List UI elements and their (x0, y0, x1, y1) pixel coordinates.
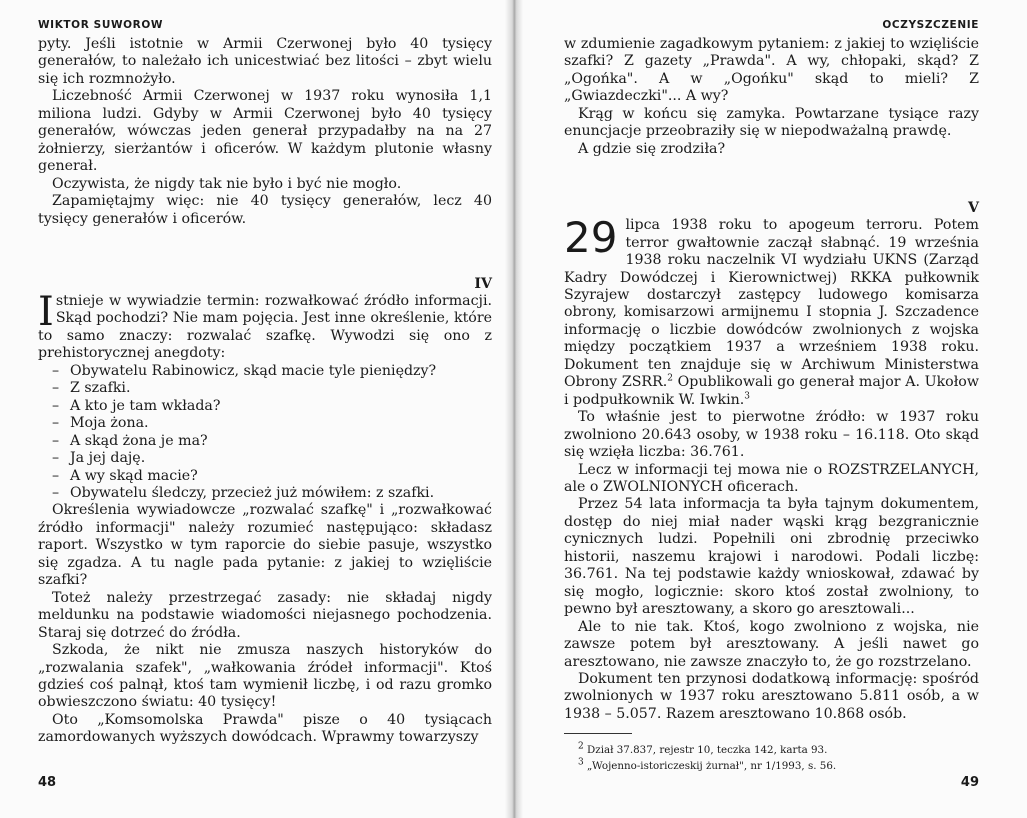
paragraph-text: stnieje w wywiadzie termin: rozwałkować źródło informacji. Skąd pochodzi? Nie mam pojęcia. Jest inne określenie, które to samo znaczy: rozwalać szafkę. Wywodzi się ono z prehistorycznej anegdoty: (38, 292, 492, 362)
footnote (564, 742, 979, 758)
paragraph: Ale to nie tak. Ktoś, kogo zwolniono z wojska, nie zawsze potem był aresztowany. A jeśli nawet go aresztowano, nie zawsze znaczyło to, że go rozstrzelano. (564, 618, 979, 670)
paragraph: Oczywista, że nigdy tak nie było i być nie mogło. (52, 175, 402, 192)
footnote-rule (564, 733, 632, 734)
paragraph: Oto „Komsomolska Prawda" pisze o 40 tysiącach zamordowanych wyższych dowódcach. Wprawmy towarzyszy (38, 711, 492, 746)
left-page-text (38, 36, 492, 747)
section-opening-paragraph (38, 288, 492, 363)
dialogue-line: – Ja jej daję. (52, 450, 492, 467)
paragraph: Przez 54 lata informacja ta była tajnym dokumentem, dostęp do niej miał nader wąski krąg bezgranicznie cynicznych ludzi. Popełnili oni zbrodnię przeciwko historii, naszemu krajowi i narodowi. Podali liczbę: 36.761. Na tej podstawie każdy wnioskował, zdawać by się mogło, logicznie: skoro ktoś został zwolniony, to pewno był aresztowany, a skoro go aresztowali... (564, 496, 979, 618)
footnote-number: 3 (578, 757, 584, 768)
page-number: 49 (960, 775, 979, 790)
paragraph-text: lipca 1938 roku to apogeum terroru. Potem terror gwałtownie zaczął słabnąć. 19 września 1938 roku naczelnik VI wydziału UKNS (Zarząd Kadry Dowódczej i Kierownictwej) RKKA pułkownik Szyrajew dostarczył zastępcy ludowego komisarza obrony, komisarzowi armijnemu I stopnia J. Szczadence informację o liczbie dowódców zwolnionych z wojska między początkiem 1937 a wrześniem 1938 roku. Dokument ten znajduje się w Archiwum Ministerstwa Obrony ZSRR. (564, 217, 979, 391)
paragraph: Toteż należy przestrzegać zasady: nie składaj nigdy meldunku na podstawie wiadomości niejasnego pochodzenia. Staraj się dotrzeć do źródła. (38, 589, 492, 641)
left-page (0, 0, 512, 818)
paragraph: Liczebność Armii Czerwonej w 1937 roku wynosiła 1,1 miliona ludzi. Gdyby w Armii Czerwonej było 40 tysięcy generałów, wówczas jeden generał przypadałby na na 27 żołnierzy, sierżantów i oficerów. W każdym plutonie własny generał. (38, 88, 492, 175)
footnote-ref: 2 (667, 373, 674, 384)
paragraph: w zdumienie zagadkowym pytaniem: z jakiej to wzięliście szafki? Z gazety „Prawda". A wy, chłopaki, skąd? Z „Ogońka". A w „Ogońku" skąd to mieli? Z „Gwiazdeczki"... A wy? (564, 36, 979, 105)
drop-cap: I (38, 288, 54, 335)
running-head-chapter: OCZYSZCZENIE (882, 19, 979, 31)
section-number: IV (474, 275, 492, 292)
paragraph: Lecz w informacji tej mowa nie o ROZSTRZELANYCH, ale o ZWOLNIONYCH oficerach. (564, 461, 979, 495)
footnote (564, 758, 979, 774)
dialogue-line: – Z szafki. (52, 380, 492, 397)
paragraph: Szkoda, że nikt nie zmusza naszych historyków do „rozwalania szafek", „wałkowania źródeł informacji". Ktoś gdzieś coś palnął, ktoś tam wymienił liczbę, i od razu gromko obwieszczono światu: 40 tysięcy! (38, 642, 492, 711)
paragraph: To właśnie jest to pierwotne źródło: w 1937 roku zwolniono 20.643 osoby, w 1938 roku – 16.118. Oto skąd się wzięła liczba: 36.761. (564, 409, 979, 461)
paragraph: Zapamiętajmy więc: nie 40 tysięcy generałów, lecz 40 tysięcy generałów i oficerów. (38, 193, 492, 227)
dialogue-line: – Obywatelu śledczy, przecież już mówiłem: z szafki. (52, 485, 492, 502)
section-number: V (967, 200, 979, 217)
footnote-text: Dział 37.837, rejestr 10, teczka 142, karta 93. (587, 744, 828, 757)
right-page (516, 0, 1027, 818)
dialogue-line: – A skąd żona je ma? (52, 433, 492, 450)
paragraph: Krąg w końcu się zamyka. Powtarzane tysiące razy enuncjacje przeobraziły się w niepodważalną prawdę. (564, 105, 979, 140)
dialogue-line: – Obywatelu Rabinowicz, skąd macie tyle pieniędzy? (52, 363, 492, 380)
footnote-text: „Wojenno-istoriczeskij żurnał", nr 1/1993, s. 56. (587, 760, 837, 773)
right-page-text (564, 36, 979, 723)
paragraph: Dokument ten przynosi dodatkową informację: spośród zwolnionych w 1937 roku aresztowano 5.811 osób, a w 1938 – 5.057. Razem aresztowano 10.868 osób. (564, 670, 979, 722)
dialogue-line: – A kto je tam wkłada? (52, 398, 492, 415)
paragraph: pyty. Jeśli istotnie w Armii Czerwonej było 40 tysięcy generałów, to należało ich unicestwiać bez litości – zbyt wielu się ich rozmnożyło. (38, 36, 492, 87)
drop-cap: 29 (564, 213, 618, 263)
page-number: 48 (38, 775, 57, 790)
dialogue-list (38, 363, 492, 503)
running-head-author: WIKTOR SUWOROW (38, 19, 164, 31)
section-opening-paragraph (564, 213, 979, 409)
paragraph: A gdzie się zrodziła? (578, 140, 726, 157)
footnote-number: 2 (578, 741, 584, 752)
section-gap (38, 228, 492, 276)
footnote-ref: 3 (744, 390, 751, 401)
dialogue-line: – A wy skąd macie? (52, 468, 492, 485)
dialogue-line: – Moja żona. (52, 415, 492, 432)
paragraph: Określenia wywiadowcze „rozwalać szafkę" i „rozwałkować źródło informacji" należy rozumieć następująco: składasz raport. Wszystko w tym raporcie do siebie pasuje, wszystko się zgadza. A tu nagle pada pytanie: z jakiej to wzięliście szafki? (38, 502, 492, 589)
section-gap (564, 158, 979, 200)
paragraph-text: Opublikowali go generał major A. Ukołow i podpułkownik W. Iwkin. (564, 374, 979, 408)
